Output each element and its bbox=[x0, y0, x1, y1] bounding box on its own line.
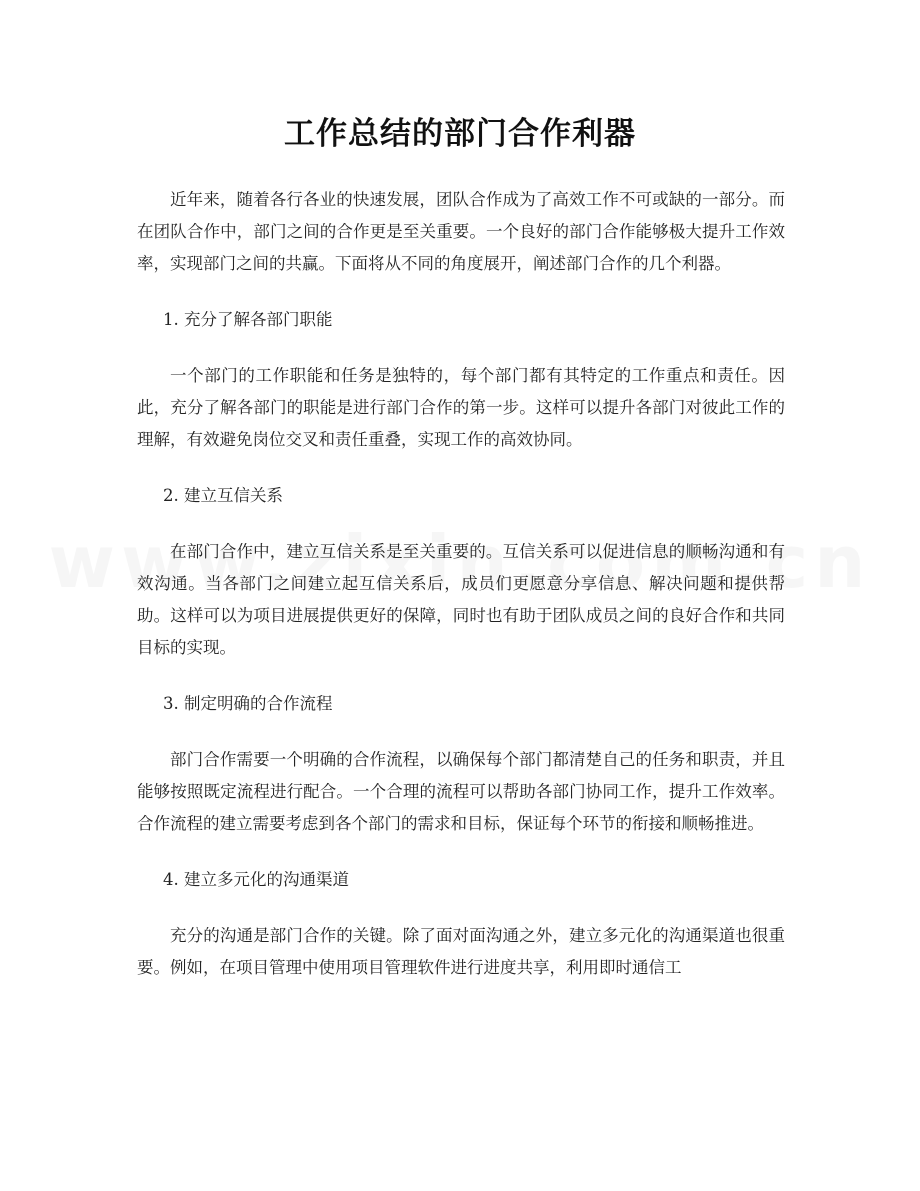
section-paragraph-2: 在部门合作中，建立互信关系是至关重要的。互信关系可以促进信息的顺畅沟通和有效沟通。当各部门之间建立起互信关系后，成员们更愿意分享信息、解决问题和提供帮助。这样可以为项目进展提供更好的保障，同时也有助于团队成员之间的良好合作和共同目标的实现。 bbox=[137, 542, 785, 657]
section-heading-1: 1. 充分了解各部门职能 bbox=[163, 310, 333, 329]
page-title: 工作总结的部门合作利器 bbox=[284, 116, 636, 152]
section-paragraph-4: 充分的沟通是部门合作的关键。除了面对面沟通之外，建立多元化的沟通渠道也很重要。例如，在项目管理中使用项目管理软件进行进度共享，利用即时通信工 bbox=[137, 926, 785, 977]
section-heading-2: 2. 建立互信关系 bbox=[163, 486, 283, 505]
section-heading-4: 4. 建立多元化的沟通渠道 bbox=[163, 870, 349, 889]
section-paragraph-3: 部门合作需要一个明确的合作流程，以确保每个部门都清楚自己的任务和职责，并且能够按照既定流程进行配合。一个合理的流程可以帮助各部门协同工作，提升工作效率。合作流程的建立需要考虑到各个部门的需求和目标，保证每个环节的衔接和顺畅推进。 bbox=[137, 750, 785, 833]
document-body bbox=[137, 184, 785, 1008]
section-paragraph-1: 一个部门的工作职能和任务是独特的，每个部门都有其特定的工作重点和责任。因此，充分了解各部门的职能是进行部门合作的第一步。这样可以提升各部门对彼此工作的理解，有效避免岗位交叉和责任重叠，实现工作的高效协同。 bbox=[137, 366, 785, 449]
intro-paragraph: 近年来，随着各行各业的快速发展，团队合作成为了高效工作不可或缺的一部分。而在团队合作中，部门之间的合作更是至关重要。一个良好的部门合作能够极大提升工作效率，实现部门之间的共赢。下面将从不同的角度展开，阐述部门合作的几个利器。 bbox=[137, 190, 785, 273]
section-heading-3: 3. 制定明确的合作流程 bbox=[163, 694, 333, 713]
